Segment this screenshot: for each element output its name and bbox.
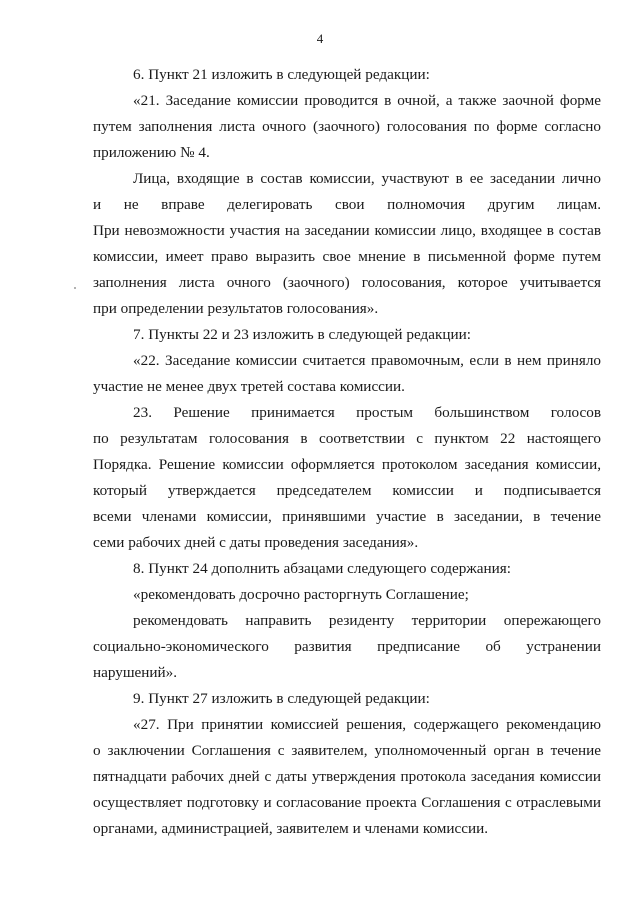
item-24-para-1: «рекомендовать досрочно расторгнуть Соглашение; (133, 586, 469, 603)
members-para-line-6: при определении результатов голосования». (93, 300, 379, 317)
item-27-line-4: осуществляет подготовку и согласование проекта Соглашения с отраслевыми (93, 794, 601, 811)
item-24-para-2-line-2: социально-экономического развития предписание об устранении (93, 638, 601, 655)
item-7-heading: 7. Пункты 22 и 23 изложить в следующей редакции: (133, 326, 471, 343)
item-27-line-3: пятнадцати рабочих дней с даты утверждения протокола заседания комиссии (93, 768, 601, 785)
item-27-line-5: органами, администрацией, заявителем и членами комиссии. (93, 820, 489, 837)
document-body (93, 62, 601, 842)
item-22-line-1: «22. Заседание комиссии считается правомочным, если в нем приняло (133, 352, 601, 369)
item-24-para-2-line-3: нарушений». (93, 664, 178, 681)
members-para-line-3: При невозможности участия на заседании комиссии лицо, входящее в состав (93, 222, 601, 239)
item-23-line-5: всеми членами комиссии, принявшими участие в заседании, в течение (93, 508, 601, 525)
page-number: 4 (316, 31, 324, 46)
item-24-para-2-line-1: рекомендовать направить резиденту территории опережающего (133, 612, 601, 629)
members-para-line-4: комиссии, имеет право выразить свое мнение в письменной форме путем (93, 248, 601, 265)
item-9-heading: 9. Пункт 27 изложить в следующей редакции: (133, 690, 430, 707)
item-23-line-2: по результатам голосования в соответствии с пунктом 22 настоящего (93, 430, 601, 447)
item-6-heading: 6. Пункт 21 изложить в следующей редакции: (133, 66, 430, 83)
members-para-line-1: Лица, входящие в состав комиссии, участвуют в ее заседании лично (133, 170, 601, 187)
item-23-line-3: Порядка. Решение комиссии оформляется протоколом заседания комиссии, (93, 456, 601, 473)
members-para-line-2: и не вправе делегировать свои полномочия другим лицам. (93, 196, 601, 213)
item-21-line-1: «21. Заседание комиссии проводится в очной, а также заочной форме (133, 92, 601, 109)
item-21-line-3: приложению № 4. (93, 144, 210, 161)
item-23-line-6: семи рабочих дней с даты проведения заседания». (93, 534, 419, 551)
item-27-line-2: о заключении Соглашения с заявителем, уполномоченный орган в течение (93, 742, 601, 759)
item-21-line-2: путем заполнения листа очного (заочного) голосования по форме согласно (93, 118, 601, 135)
item-22-line-2: участие не менее двух третей состава комиссии. (93, 378, 405, 395)
item-23-line-1: 23. Решение принимается простым большинством голосов (133, 404, 601, 421)
item-8-heading: 8. Пункт 24 дополнить абзацами следующего содержания: (133, 560, 511, 577)
item-27-line-1: «27. При принятии комиссией решения, содержащего рекомендацию (133, 716, 601, 733)
members-para-line-5: заполнения листа очного (заочного) голосования, которое учитывается (93, 274, 601, 291)
scan-artifact-dot (74, 287, 76, 289)
item-23-line-4: который утверждается председателем комиссии и подписывается (93, 482, 601, 499)
